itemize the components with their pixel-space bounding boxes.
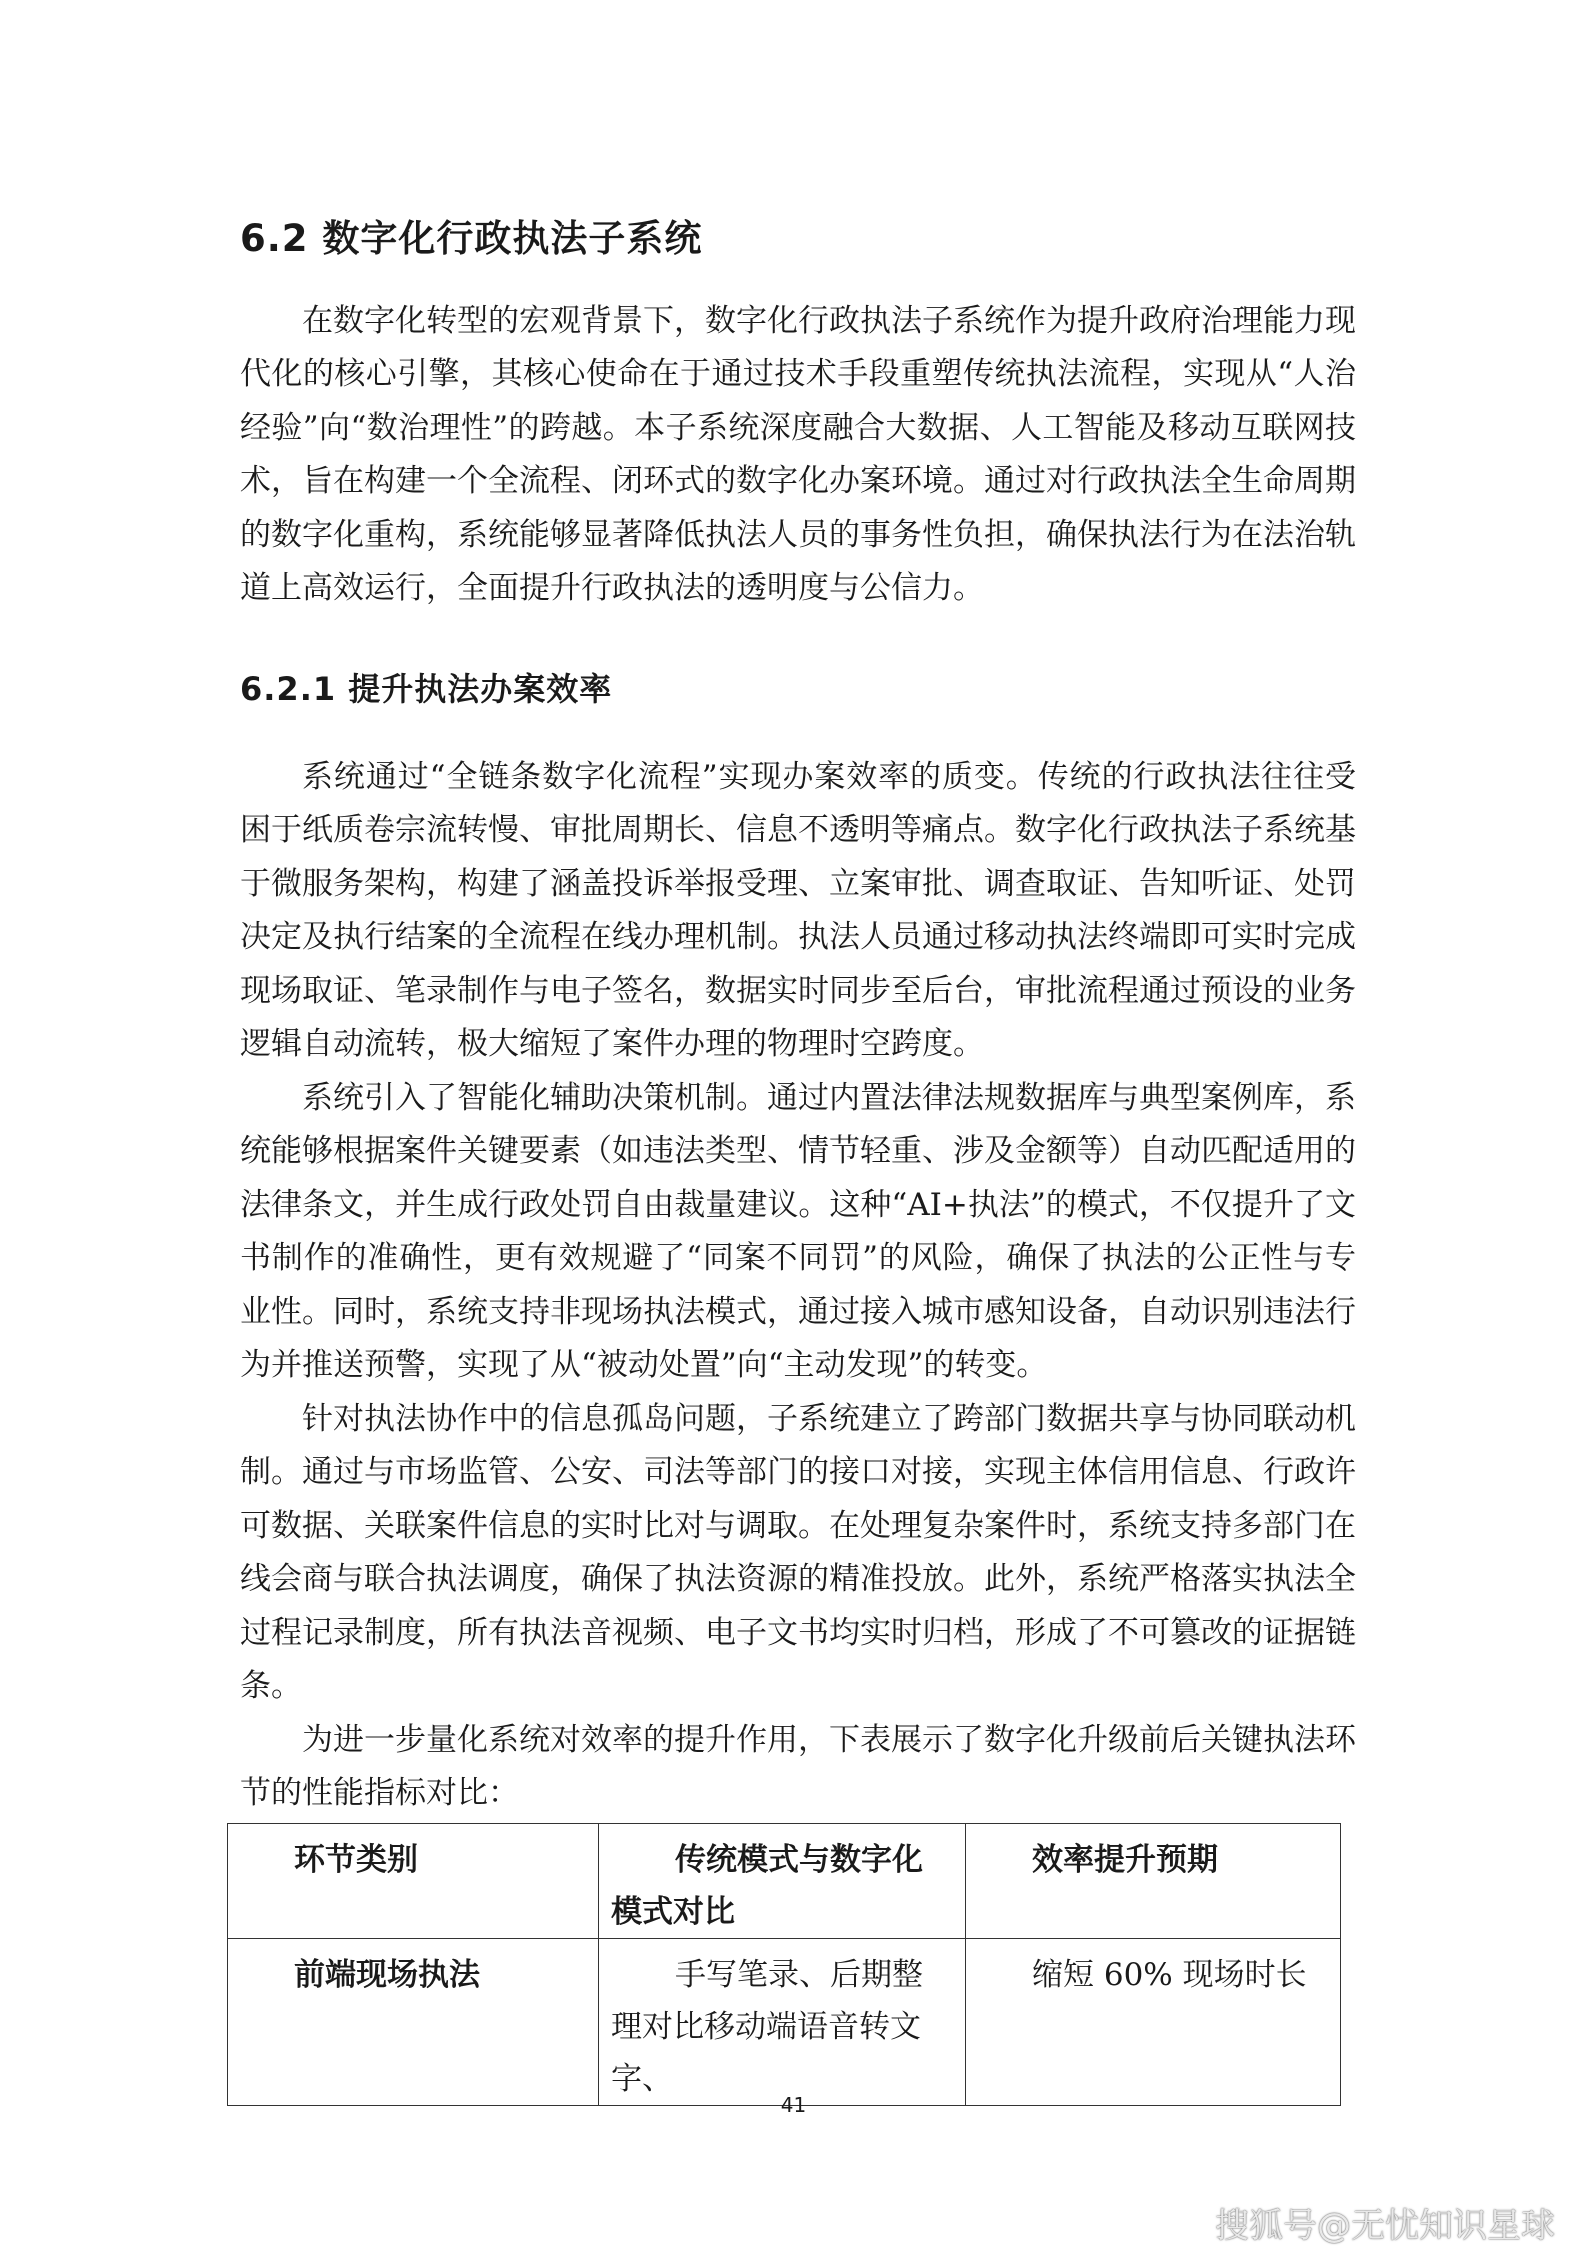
subsection-title: 6.2.1 提升执法办案效率: [240, 670, 613, 708]
intro-paragraph: 在数字化转型的宏观背景下，数字化行政执法子系统作为提升政府治理能力现代化的核心引擎，其核心使命在于通过技术手段重塑传统执法流程，实现从“人治经验”向“数治理性”的跨越。本子系统深度融合大数据、人工智能及移动互联网技术，旨在构建一个全流程、闭环式的数字化办案环境。通过对行政执法全生命周期的数字化重构，系统能够显著降低执法人员的事务性负担，确保执法行为在法治轨道上高效运行，全面提升行政执法的透明度与公信力。: [240, 303, 1356, 607]
table-header-cell: 效率提升预期: [966, 1824, 1341, 1939]
table-cell: 手写笔录、后期整理对比移动端语音转文字、: [599, 1939, 966, 2106]
table-cell: 前端现场执法: [228, 1939, 599, 2106]
table-header-cell: 环节类别: [228, 1824, 599, 1939]
watermark: 搜狐号@无忧知识星球: [1215, 2206, 1555, 2246]
table-header-row: [228, 1824, 1341, 1939]
performance-comparison-table: [227, 1823, 1341, 2106]
body-paragraph: 为进一步量化系统对效率的提升作用，下表展示了数字化升级前后关键执法环节的性能指标对比：: [240, 1722, 1356, 1812]
page-number: 41: [780, 2093, 807, 2117]
table-cell: 缩短 60% 现场时长: [966, 1939, 1341, 2106]
body-paragraph: 系统通过“全链条数字化流程”实现办案效率的质变。传统的行政执法往往受困于纸质卷宗流转慢、审批周期长、信息不透明等痛点。数字化行政执法子系统基于微服务架构，构建了涵盖投诉举报受理、立案审批、调查取证、告知听证、处罚决定及执行结案的全流程在线办理机制。执法人员通过移动执法终端即可实时完成现场取证、笔录制作与电子签名，数据实时同步至后台，审批流程通过预设的业务逻辑自动流转，极大缩短了案件办理的物理时空跨度。: [240, 759, 1356, 1063]
body-paragraph: 针对执法协作中的信息孤岛问题，子系统建立了跨部门数据共享与协同联动机制。通过与市场监管、公安、司法等部门的接口对接，实现主体信用信息、行政许可数据、关联案件信息的实时比对与调取。在处理复杂案件时，系统支持多部门在线会商与联合执法调度，确保了执法资源的精准投放。此外，系统严格落实执法全过程记录制度，所有执法音视频、电子文书均实时归档，形成了不可篡改的证据链条。: [240, 1401, 1356, 1705]
body-paragraph: 系统引入了智能化辅助决策机制。通过内置法律法规数据库与典型案例库，系统能够根据案件关键要素（如违法类型、情节轻重、涉及金额等）自动匹配适用的法律条文，并生成行政处罚自由裁量建议。这种“AI+执法”的模式，不仅提升了文书制作的准确性，更有效规避了“同案不同罚”的风险，确保了执法的公正性与专业性。同时，系统支持非现场执法模式，通过接入城市感知设备，自动识别违法行为并推送预警，实现了从“被动处置”向“主动发现”的转变。: [240, 1080, 1356, 1384]
table-row: [228, 1939, 1341, 2106]
section-title: 6.2 数字化行政执法子系统: [240, 217, 703, 260]
table-header-cell: 传统模式与数字化模式对比: [599, 1824, 966, 1939]
